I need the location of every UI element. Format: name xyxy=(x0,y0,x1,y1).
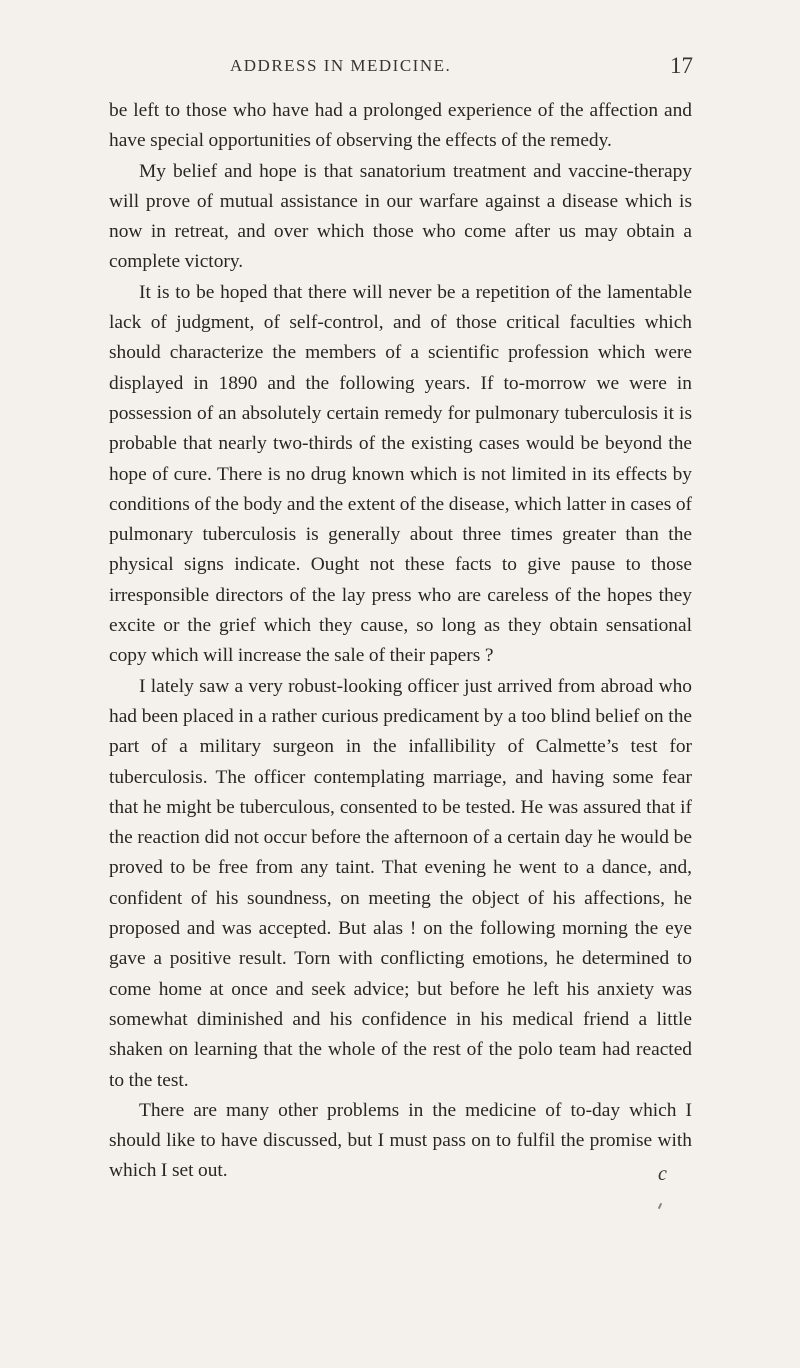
paragraph: There are many other problems in the medicine of to-day which I should like to have discussed, but I must pass on to fulfil the promise with which I set out. xyxy=(109,1099,692,1182)
running-title: ADDRESS IN MEDICINE. xyxy=(230,56,452,75)
paragraph: My belief and hope is that sanatorium treatment and vaccine-therapy will prove of mutual assistance in our warfare against a disease which is now in retreat, and over which those who come after us may obtain a complete victory. xyxy=(109,160,692,273)
paragraph: I lately saw a very robust-looking officer just arrived from abroad who had been placed in a rather curious predicament by a too blind belief on the part of a military surgeon in the infallibility of Calmette’s test for tuberculosis. The officer contemplating marriage, and having some fear that he might be tuberculous, consented to be tested. He was assured that if the reaction did not occur before the afternoon of a certain day he would be proved to be free from any taint. That evening he went to a dance, and, confident of his soundness, on meeting the object of his affections, he proposed and was accepted. But alas ! on the following morning the eye gave a positive result. Torn with conflicting emotions, he determined to come home at once and seek advice; but before he left his anxiety was somewhat diminished and his confidence in his medical friend a little shaken on learning that the whole of the rest of the polo team had reacted to the test. xyxy=(109,675,692,1091)
body-text xyxy=(109,96,692,1187)
page-number: 17 xyxy=(670,53,693,78)
print-speck xyxy=(658,1203,662,1209)
running-head xyxy=(0,53,800,86)
paragraph: It is to be hoped that there will never be a repetition of the lamentable lack of judgment, of self-control, and of those critical faculties which should characterize the members of a scientific profession which were displayed in 1890 and the following years. If to-morrow we were in possession of an absolutely certain remedy for pulmonary tuberculosis it is probable that nearly two-thirds of the existing cases would be beyond the hope of cure. There is no drug known which is not limited in its effects by conditions of the body and the extent of the disease, which latter in cases of pulmonary tuberculosis is generally about three times greater than the physical signs indicate. Ought not these facts to give pause to those irresponsible directors of the lay press who are careless of the hopes they excite or the grief which they cause, so long as they obtain sensational copy which will increase the sale of their papers ? xyxy=(109,281,692,667)
paragraph: be left to those who have had a prolonged experience of the affection and have special opportunities of observing the effects of the remedy. xyxy=(109,100,692,152)
signature-mark: c xyxy=(658,1163,667,1185)
